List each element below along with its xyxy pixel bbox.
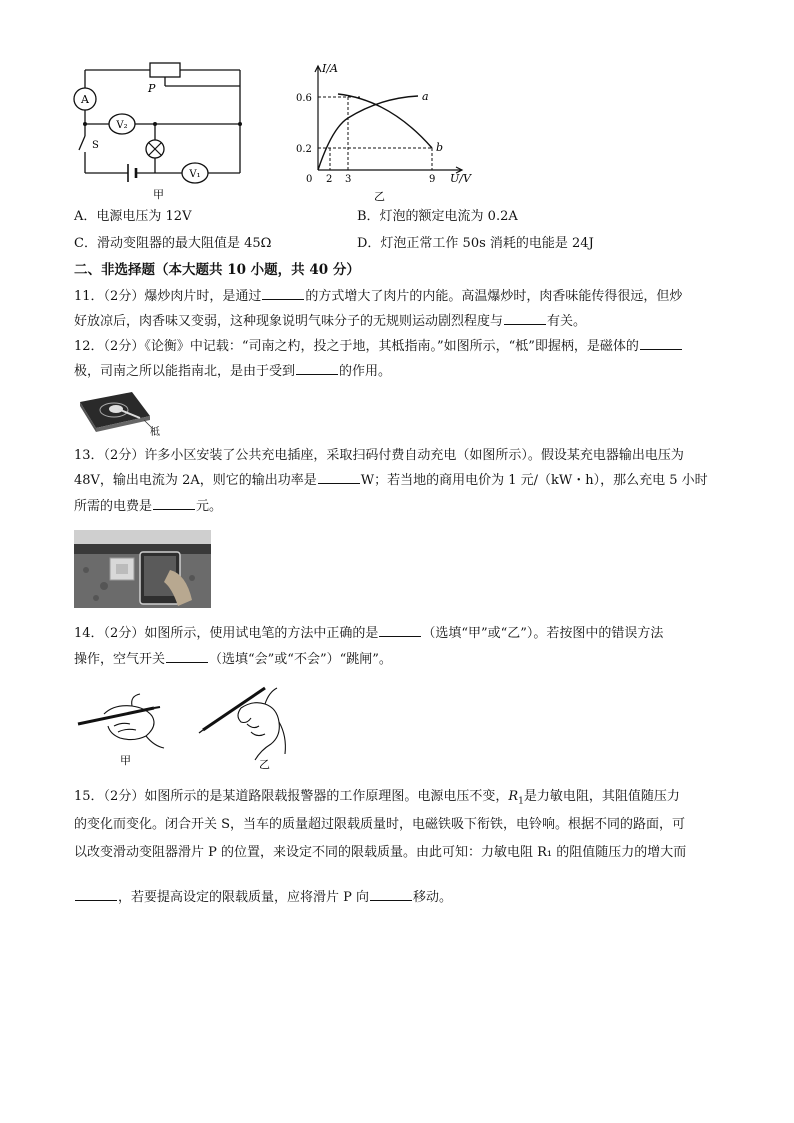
option-d: D．灯泡正常工作 50s 消耗的电能是 24J bbox=[357, 236, 594, 251]
svg-text:2: 2 bbox=[326, 174, 333, 185]
svg-text:b: b bbox=[436, 141, 444, 154]
section-title: 二、非选择题（本大题共 10 小题，共 40 分） bbox=[74, 262, 360, 278]
q13-line2: 48V，输出电流为 2A，则它的输出功率是 W；若当地的商用电价为 1 元/（kW・h），那么充电 5 小时 bbox=[74, 468, 708, 494]
svg-text:V₂: V₂ bbox=[116, 120, 128, 131]
answer-blank bbox=[75, 886, 117, 901]
q15-line2: 的变化而变化。闭合开关 S，当车的质量超过限载质量时，电磁铁吸下衔铁，电铃响。根据不同的路面，可 bbox=[74, 817, 686, 832]
iu-graph-yi bbox=[290, 58, 480, 203]
answer-blank bbox=[296, 360, 338, 375]
svg-text:甲: 甲 bbox=[153, 188, 164, 201]
answer-blank bbox=[153, 495, 195, 510]
test-pen-figure-jia bbox=[74, 678, 174, 766]
q11-line2: 好放凉后，肉香味又变弱，这种现象说明气味分子的无规则运动剧烈程度与 有关。 bbox=[74, 309, 586, 335]
circuit-diagram-jia bbox=[70, 58, 260, 203]
test-pen-figure-yi bbox=[195, 678, 300, 770]
answer-blank bbox=[370, 886, 412, 901]
svg-text:a: a bbox=[422, 90, 429, 103]
svg-text:I/A: I/A bbox=[322, 62, 338, 75]
svg-text:A: A bbox=[81, 93, 89, 106]
option-a: A．电源电压为 12V bbox=[74, 209, 192, 224]
svg-text:0: 0 bbox=[306, 174, 313, 185]
svg-text:乙: 乙 bbox=[259, 758, 270, 770]
svg-text:3: 3 bbox=[345, 174, 352, 185]
charging-socket-photo bbox=[74, 530, 211, 608]
svg-text:柢: 柢 bbox=[150, 427, 160, 436]
svg-text:甲: 甲 bbox=[120, 754, 131, 766]
q15-line4: ，若要提高设定的限载质量，应将滑片 P 向 移动。 bbox=[74, 885, 452, 911]
answer-blank bbox=[318, 469, 360, 484]
option-b: B．灯泡的额定电流为 0.2A bbox=[357, 209, 518, 224]
answer-blank bbox=[262, 285, 304, 300]
svg-text:S: S bbox=[92, 140, 99, 151]
q15-line1: 15．（2分）如图所示的是某道路限载报警器的工作原理图。电源电压不变，$R_1$是力敏电阻，其阻值随压力 bbox=[74, 789, 680, 807]
q14-line2: 操作，空气开关 （选填“会”或“不会”）“跳闸”。 bbox=[74, 647, 392, 673]
svg-text:9: 9 bbox=[429, 174, 436, 185]
answer-blank bbox=[166, 648, 208, 663]
option-c: C．滑动变阻器的最大阻值是 45Ω bbox=[74, 236, 272, 251]
q13-line3: 所需的电费是 元。 bbox=[74, 494, 222, 520]
q15-line3: 以改变滑动变阻器滑片 P 的位置，来设定不同的限载质量。由此可知：力敏电阻 R₁ 的阻值随压力的增大而 bbox=[74, 845, 687, 860]
sinan-compass-image bbox=[74, 388, 174, 436]
svg-text:V₁: V₁ bbox=[189, 169, 201, 180]
answer-blank bbox=[504, 310, 546, 325]
q14-line1: 14．（2分）如图所示，使用试电笔的方法中正确的是 （选填“甲”或“乙”）。若按图中的错误方法 bbox=[74, 621, 663, 647]
svg-text:P: P bbox=[148, 82, 156, 95]
q11-line1: 11．（2分）爆炒肉片时，是通过 的方式增大了肉片的内能。高温爆炒时，肉香味能传得很远，但炒 bbox=[74, 284, 682, 310]
q12-line2: 极，司南之所以能指南北，是由于受到 的作用。 bbox=[74, 359, 391, 385]
q13-line1: 13．（2分）许多小区安装了公共充电插座，采取扫码付费自动充电（如图所示）。假设某充电器输出电压为 bbox=[74, 448, 684, 463]
svg-text:U/V: U/V bbox=[450, 172, 471, 185]
answer-blank bbox=[640, 335, 682, 350]
svg-text:乙: 乙 bbox=[374, 190, 385, 203]
answer-blank bbox=[379, 622, 421, 637]
svg-text:0.2: 0.2 bbox=[296, 144, 312, 155]
q12-line1: 12．（2分）《论衡》中记载：“司南之杓，投之于地，其柢指南。”如图所示，“柢”即握柄，是磁体的 bbox=[74, 334, 683, 360]
svg-text:0.6: 0.6 bbox=[296, 93, 312, 104]
